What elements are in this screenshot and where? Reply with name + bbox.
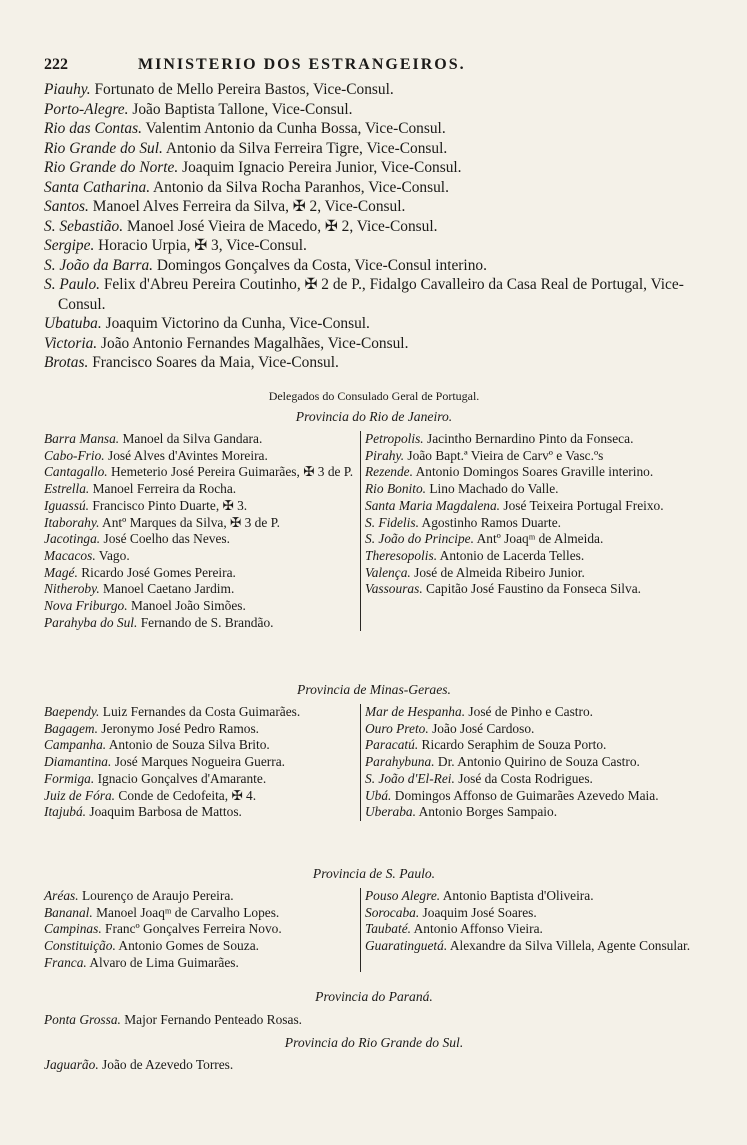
entry-text: Antonio de Lacerda Telles. bbox=[439, 547, 585, 563]
entry-place: Formiga. bbox=[44, 770, 95, 786]
entry bbox=[44, 314, 704, 334]
entry bbox=[365, 565, 704, 582]
entry bbox=[365, 481, 704, 498]
entry-place: Jacotinga. bbox=[44, 531, 101, 547]
entry-text: Fernando de S. Brandão. bbox=[140, 614, 274, 630]
entry-place: Vassouras. bbox=[365, 581, 423, 597]
entry-place: Estrella. bbox=[44, 481, 90, 497]
rio-de-janeiro-left-column bbox=[44, 431, 360, 631]
entry-place: Campanha. bbox=[44, 737, 107, 753]
entry bbox=[365, 704, 704, 721]
entry-text: Jacintho Bernardino Pinto da Fonseca. bbox=[427, 431, 634, 446]
entry bbox=[365, 431, 704, 448]
entry-text: João Baptista Tallone, Vice-Consul. bbox=[132, 100, 353, 118]
entry-place: Ouro Preto. bbox=[365, 720, 429, 736]
entry-text: Antº Marques da Silva, ✠ 3 de P. bbox=[102, 514, 280, 530]
entry-text: Capitão José Faustino da Fonseca Silva. bbox=[426, 581, 642, 597]
sao-paulo-right-column bbox=[360, 888, 704, 972]
entry-text: Domingos Gonçalves da Costa, Vice-Consul interino. bbox=[156, 256, 487, 274]
entry-place: Sergipe. bbox=[44, 237, 95, 254]
entry-text: Manoel da Silva Gandara. bbox=[122, 431, 263, 446]
entry-text: João José Cardoso. bbox=[432, 720, 535, 736]
entry-text: Antonio Gomes de Souza. bbox=[118, 938, 259, 954]
entry bbox=[44, 938, 356, 955]
entry bbox=[365, 448, 704, 465]
entry-place: S. Sebastião. bbox=[44, 217, 124, 235]
entry bbox=[44, 256, 704, 276]
entry-place: Santa Maria Magdalena. bbox=[365, 497, 501, 513]
entry bbox=[44, 80, 704, 100]
entry-place: Uberaba. bbox=[365, 804, 416, 820]
entry bbox=[365, 921, 704, 938]
entry-text: José de Almeida Ribeiro Junior. bbox=[414, 564, 585, 580]
entry-text: Antonio Affonso Vieira. bbox=[413, 921, 543, 937]
entry-place: Bagagem. bbox=[44, 720, 98, 736]
entry bbox=[44, 888, 356, 905]
page-header bbox=[44, 56, 564, 74]
entry-place: Santos. bbox=[44, 198, 89, 215]
entry bbox=[44, 139, 704, 159]
entry-place: Rio das Contas. bbox=[44, 120, 142, 137]
entry-place: Aréas. bbox=[44, 888, 79, 903]
entry-text: Ricardo José Gomes Pereira. bbox=[81, 564, 236, 580]
entry-text: Joaquim Ignacio Pereira Junior, Vice-Consul. bbox=[182, 159, 462, 176]
entry-text: José Coelho das Neves. bbox=[103, 531, 230, 547]
entry-text: Vago. bbox=[98, 547, 130, 563]
entry-text: José Marques Nogueira Guerra. bbox=[114, 754, 285, 770]
entry-text: Antonio Baptista d'Oliveira. bbox=[442, 888, 594, 903]
entry-text: Horacio Urpia, ✠ 3, Vice-Consul. bbox=[98, 237, 307, 254]
section-title-rio-de-janeiro: Provincia do Rio de Janeiro. bbox=[295, 409, 453, 424]
entry-place: Theresopolis. bbox=[365, 547, 438, 563]
entry-place: Mar de Hespanha. bbox=[365, 704, 466, 719]
entry-text: Antonio Borges Sampaio. bbox=[418, 804, 558, 820]
entry bbox=[365, 515, 704, 532]
entry bbox=[365, 721, 704, 738]
entry-place: Porto-Alegre. bbox=[44, 100, 129, 118]
entry bbox=[44, 197, 704, 217]
entry bbox=[44, 565, 356, 582]
entry-text: Manoel Joaqᵐ de Carvalho Lopes. bbox=[96, 904, 280, 920]
entry-text: Major Fernando Penteado Rosas. bbox=[124, 1012, 303, 1027]
entry bbox=[44, 548, 356, 565]
entry-text: Dr. Antonio Quirino de Souza Castro. bbox=[437, 754, 640, 770]
entry bbox=[44, 754, 356, 771]
entry bbox=[365, 771, 704, 788]
entry bbox=[44, 598, 356, 615]
entry-text: Luiz Fernandes da Costa Guimarães. bbox=[102, 704, 301, 719]
entry-place: Constituição. bbox=[44, 938, 116, 954]
section-sao-paulo bbox=[44, 888, 704, 972]
entry bbox=[44, 275, 704, 314]
entry-place: Macacos. bbox=[44, 547, 96, 563]
entry-place: Juiz de Fóra. bbox=[44, 787, 116, 803]
rio-de-janeiro-right-column bbox=[360, 431, 704, 631]
entry bbox=[44, 448, 356, 465]
entry-text: Francisco Pinto Duarte, ✠ 3. bbox=[92, 497, 248, 513]
entry-place: Cabo-Frio. bbox=[44, 447, 105, 463]
entry-text: Domingos Affonso de Guimarães Azevedo Maia. bbox=[394, 787, 659, 803]
entry-place: Magé. bbox=[44, 564, 78, 580]
minas-geraes-left-column bbox=[44, 704, 360, 821]
entry bbox=[44, 804, 356, 821]
entry-place: Brotas. bbox=[44, 354, 89, 371]
entry-place: Rio Grande do Sul. bbox=[44, 139, 163, 157]
entry-place: Jaguarão. bbox=[44, 1057, 99, 1072]
entry-text: Francisco Soares da Maia, Vice-Consul. bbox=[92, 354, 339, 371]
entry-place: Victoria. bbox=[44, 334, 98, 352]
entry-place: Nitheroby. bbox=[44, 581, 100, 597]
running-title: MINISTERIO DOS ESTRANGEIROS. bbox=[138, 56, 466, 73]
entry-text: Fortunato de Mello Pereira Bastos, Vice-Consul. bbox=[94, 81, 394, 98]
entry-text: José da Costa Rodrigues. bbox=[458, 770, 593, 786]
entry-text: Antonio da Silva Ferreira Tigre, Vice-Consul. bbox=[165, 139, 448, 157]
entry-place: Pouso Alegre. bbox=[365, 888, 441, 903]
entry-text: Joaquim Victorino da Cunha, Vice-Consul. bbox=[105, 315, 370, 332]
entry-text: Alvaro de Lima Guimarães. bbox=[89, 954, 239, 970]
entry-place: Santa Catharina. bbox=[44, 178, 151, 196]
entry bbox=[44, 217, 704, 237]
section-title-sao-paulo: Provincia de S. Paulo. bbox=[312, 866, 436, 881]
entry-place: Barra Mansa. bbox=[44, 431, 120, 446]
entry-text: Antonio de Souza Silva Brito. bbox=[108, 737, 270, 753]
entry bbox=[365, 754, 704, 771]
section-title-minas-geraes: Provincia de Minas-Geraes. bbox=[297, 682, 451, 697]
entry-place: Parahybuna. bbox=[365, 754, 435, 770]
entry-text: Manoel Ferreira da Rocha. bbox=[92, 481, 237, 497]
entry-place: Campinas. bbox=[44, 921, 102, 937]
entry-place: S. João d'El-Rei. bbox=[365, 770, 455, 786]
entry-place: Ponta Grossa. bbox=[44, 1012, 121, 1027]
entry-text: Ignacio Gonçalves d'Amarante. bbox=[97, 770, 267, 786]
entry bbox=[44, 704, 356, 721]
entry-place: S. João do Principe. bbox=[365, 531, 474, 547]
entry bbox=[365, 498, 704, 515]
entry-place: Ubatuba. bbox=[44, 315, 102, 332]
delegados-heading: Delegados do Consulado Geral de Portugal. bbox=[268, 389, 480, 403]
entry-text: Joaquim Barbosa de Mattos. bbox=[89, 804, 242, 820]
entry-text: Antonio Domingos Soares Graville interino. bbox=[415, 464, 654, 480]
section-title-parana: Provincia do Paraná. bbox=[315, 989, 433, 1004]
entry bbox=[44, 100, 704, 120]
minas-geraes-right-column bbox=[360, 704, 704, 821]
entry bbox=[365, 905, 704, 922]
entry-text: João Bapt.ª Vieira de Carvº e Vasc.ºs bbox=[407, 447, 604, 463]
entry bbox=[44, 921, 356, 938]
entry bbox=[44, 955, 356, 972]
vice-consul-list bbox=[44, 80, 704, 373]
entry-text: Felix d'Abreu Pereira Coutinho, ✠ 2 de P., Fidalgo Cavalleiro da Casa Real de Portugal, Vice-Consul. bbox=[58, 276, 684, 313]
entry bbox=[44, 615, 356, 632]
entry-place: Bananal. bbox=[44, 904, 93, 920]
entry-place: Petropolis. bbox=[365, 431, 424, 446]
entry bbox=[365, 804, 704, 821]
entry bbox=[365, 548, 704, 565]
entry bbox=[44, 464, 356, 481]
entry-text: Lino Machado do Valle. bbox=[429, 481, 559, 497]
entry-text: Valentim Antonio da Cunha Bossa, Vice-Consul. bbox=[145, 120, 446, 137]
entry-place: Diamantina. bbox=[44, 754, 112, 770]
entry bbox=[44, 788, 356, 805]
entry-text: José Alves d'Avintes Moreira. bbox=[108, 447, 268, 463]
entry bbox=[365, 788, 704, 805]
entry-place: Pirahy. bbox=[365, 447, 405, 463]
section-title-rio-grande-do-sul: Provincia do Rio Grande do Sul. bbox=[284, 1035, 464, 1050]
entry-place: Guaratinguetá. bbox=[365, 938, 448, 954]
entry-place: Sorocaba. bbox=[365, 904, 420, 920]
entry-place: Itaborahy. bbox=[44, 514, 100, 530]
entry-place: Taubaté. bbox=[365, 921, 412, 937]
entry bbox=[44, 771, 356, 788]
entry bbox=[44, 158, 704, 178]
entry bbox=[44, 481, 356, 498]
entry-place: Parahyba do Sul. bbox=[44, 614, 138, 630]
entry bbox=[44, 515, 356, 532]
entry-text: João de Azevedo Torres. bbox=[102, 1057, 234, 1072]
entry-text: José de Pinho e Castro. bbox=[468, 704, 594, 719]
section-minas-geraes bbox=[44, 704, 704, 821]
entry bbox=[44, 178, 704, 198]
entry-place: Rezende. bbox=[365, 464, 413, 480]
sao-paulo-left-column bbox=[44, 888, 360, 972]
section-rio-de-janeiro bbox=[44, 431, 704, 631]
entry bbox=[365, 531, 704, 548]
entry bbox=[365, 938, 704, 955]
rio-grande-do-sul-entry bbox=[44, 1056, 704, 1073]
entry bbox=[44, 236, 704, 256]
entry-text: Antº Joaqᵐ de Almeida. bbox=[476, 531, 604, 547]
entry bbox=[44, 334, 704, 354]
entry-text: Ricardo Seraphim de Souza Porto. bbox=[421, 737, 607, 753]
entry-place: Cantagallo. bbox=[44, 464, 108, 480]
entry bbox=[44, 581, 356, 598]
entry-place: Ubá. bbox=[365, 787, 392, 803]
entry-place: S. Fidelis. bbox=[365, 514, 419, 530]
entry-text: Alexandre da Silva Villela, Agente Consular. bbox=[449, 938, 691, 954]
entry-text: Manoel Caetano Jardim. bbox=[103, 581, 235, 597]
entry-text: João Antonio Fernandes Magalhães, Vice-Consul. bbox=[101, 334, 409, 352]
entry-text: Joaquim José Soares. bbox=[422, 904, 537, 920]
entry-text: Lourenço de Araujo Pereira. bbox=[81, 888, 234, 903]
entry bbox=[44, 353, 704, 373]
entry-text: Agostinho Ramos Duarte. bbox=[421, 514, 562, 530]
entry-place: Nova Friburgo. bbox=[44, 598, 128, 614]
entry bbox=[44, 737, 356, 754]
entry-text: Antonio da Silva Rocha Paranhos, Vice-Consul. bbox=[153, 178, 449, 196]
entry bbox=[365, 464, 704, 481]
entry bbox=[44, 431, 356, 448]
entry bbox=[44, 119, 704, 139]
entry-place: Iguassú. bbox=[44, 497, 90, 513]
entry-text: Jeronymo José Pedro Ramos. bbox=[101, 720, 259, 736]
entry-place: Paracatú. bbox=[365, 737, 419, 753]
entry-place: Baependy. bbox=[44, 704, 100, 719]
entry-place: Valença. bbox=[365, 564, 411, 580]
entry bbox=[365, 737, 704, 754]
entry-place: S. Paulo. bbox=[44, 276, 101, 293]
entry-text: Manoel Alves Ferreira da Silva, ✠ 2, Vice-Consul. bbox=[92, 198, 406, 215]
entry bbox=[44, 531, 356, 548]
entry-place: Rio Grande do Norte. bbox=[44, 159, 179, 176]
parana-entry bbox=[44, 1011, 704, 1028]
entry-text: Manoel João Simões. bbox=[130, 598, 246, 614]
entry-place: Itajubá. bbox=[44, 804, 87, 820]
entry bbox=[44, 721, 356, 738]
entry-place: Piauhy. bbox=[44, 81, 91, 98]
entry-place: S. João da Barra. bbox=[44, 256, 154, 274]
entry bbox=[365, 581, 704, 598]
entry-text: Conde de Cedofeita, ✠ 4. bbox=[118, 787, 257, 803]
entry-place: Franca. bbox=[44, 954, 87, 970]
entry-place: Rio Bonito. bbox=[365, 481, 426, 497]
entry bbox=[44, 498, 356, 515]
entry-text: Hemeterio José Pereira Guimarães, ✠ 3 de P. bbox=[110, 464, 354, 480]
entry-text: José Teixeira Portugal Freixo. bbox=[503, 497, 664, 513]
entry bbox=[365, 888, 704, 905]
page-number: 222 bbox=[44, 56, 68, 73]
entry-text: Francº Gonçalves Ferreira Novo. bbox=[105, 921, 282, 937]
entry-text: Manoel José Vieira de Macedo, ✠ 2, Vice-Consul. bbox=[126, 217, 438, 235]
entry bbox=[44, 905, 356, 922]
